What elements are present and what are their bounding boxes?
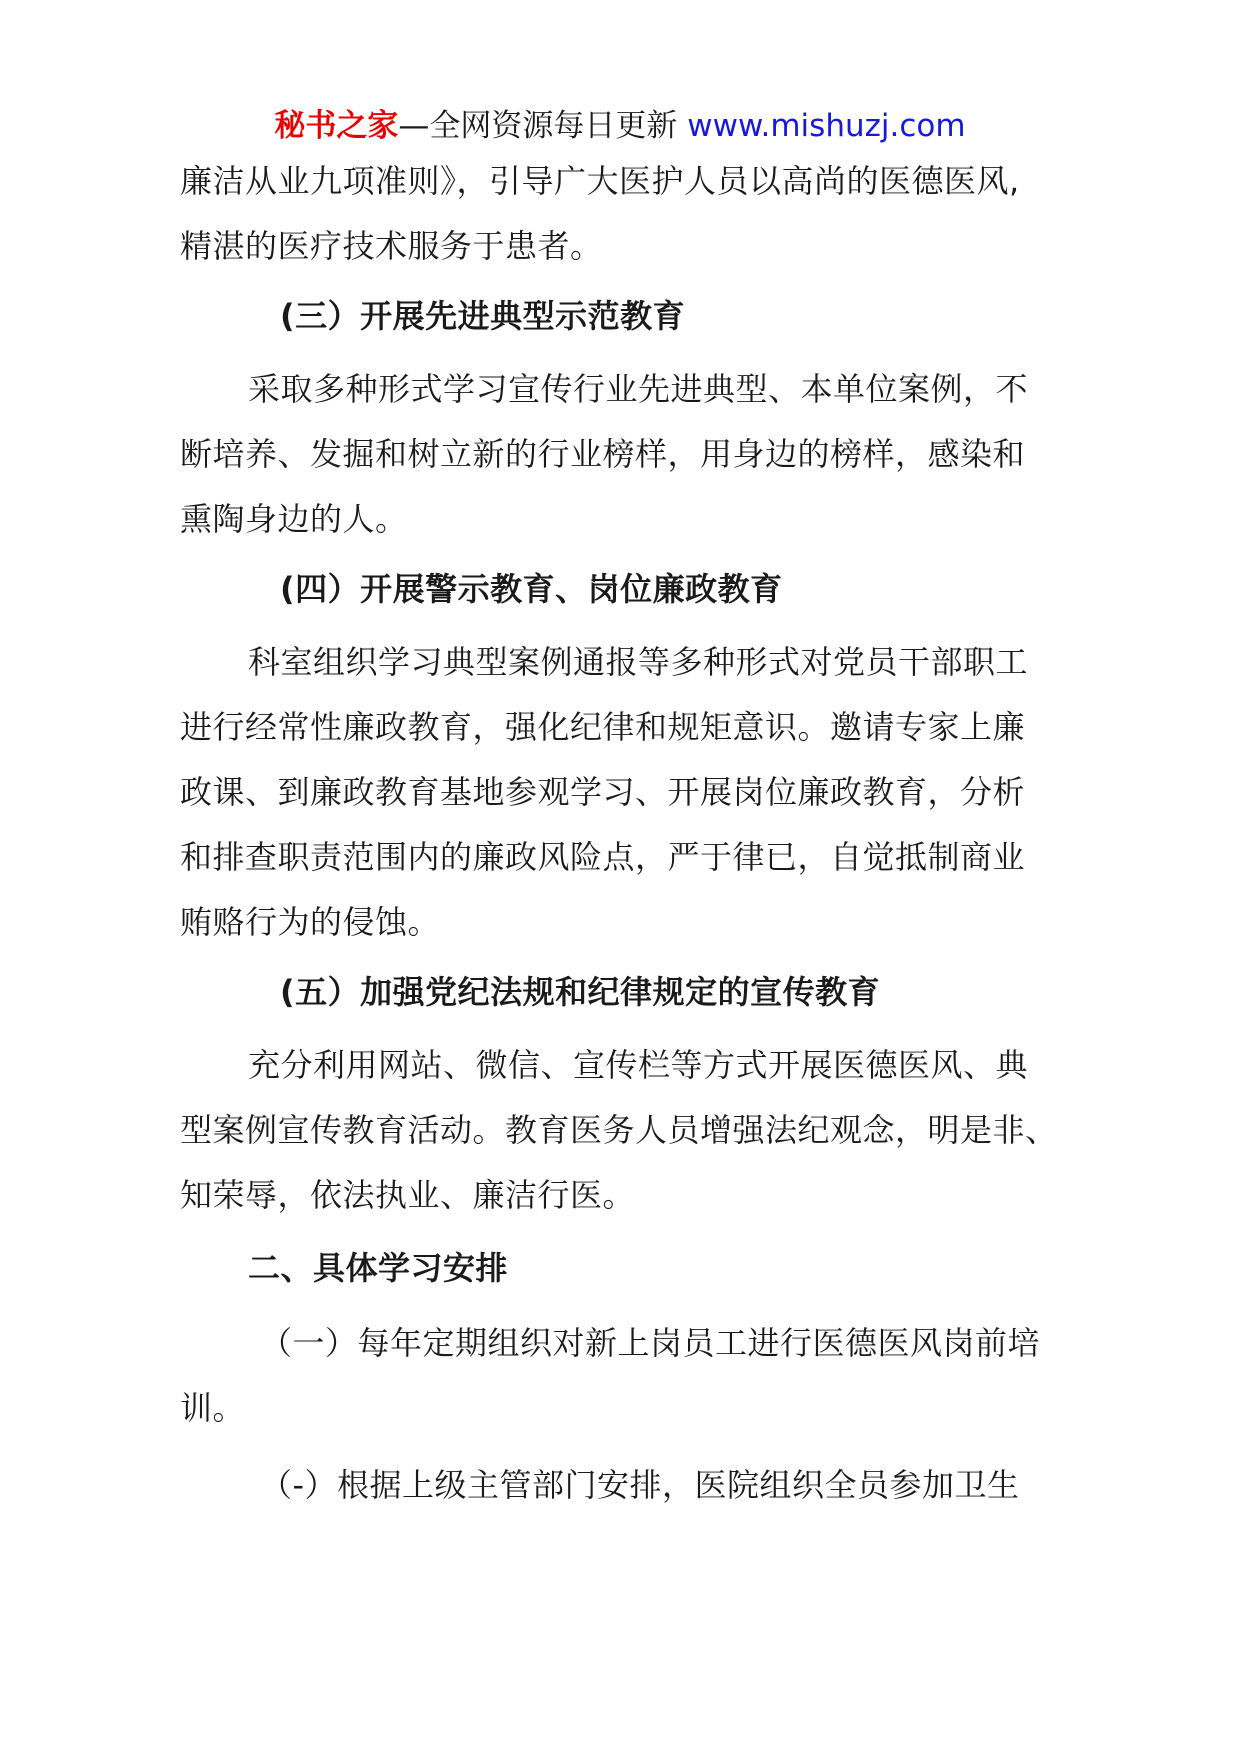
- text-line: 充分利用网站、微信、宣传栏等方式开展医德医风、典: [248, 1046, 1029, 1084]
- text-line: 断培养、发掘和树立新的行业榜样，用身边的榜样，感染和: [180, 435, 1026, 473]
- text-line: （一）每年定期组织对新上岗员工进行医德医风岗前培: [260, 1324, 1041, 1362]
- paragraph-s2-2: [180, 1453, 1080, 1518]
- subheading-3: (三）开展先进典型示范教育: [280, 297, 686, 335]
- text-line: 贿赂行为的侵蚀。: [180, 903, 441, 941]
- text-line: 廉洁从业九项准则》，引导广大医护人员以高尚的医德医风,: [180, 162, 1020, 200]
- paragraph-5: [180, 1033, 1080, 1228]
- paragraph-s2-1: [180, 1311, 1080, 1441]
- text-line: 和排查职责范围内的廉政风险点，严于律已，自觉抵制商业: [180, 838, 1026, 876]
- paragraph-4: [180, 630, 1080, 955]
- text-line: （-）根据上级主管部门安排，医院组织全员参加卫生: [260, 1466, 1020, 1504]
- header-slogan: —全网资源每日更新: [398, 108, 678, 144]
- section-heading-2: 二、具体学习安排: [248, 1249, 509, 1287]
- watermark-header: [0, 104, 1240, 148]
- paragraph-3: [180, 357, 1080, 552]
- header-brand: 秘书之家: [274, 108, 399, 144]
- text-line: 训。: [180, 1389, 246, 1427]
- text-line: 知荣辱，依法执业、廉洁行医。: [180, 1176, 636, 1214]
- text-line: 熏陶身边的人。: [180, 500, 408, 538]
- text-line: 政课、到廉政教育基地参观学习、开展岗位廉政教育，分析: [180, 773, 1026, 811]
- text-line: 型案例宣传教育活动。教育医务人员增强法纪观念，明是非、: [180, 1111, 1058, 1149]
- header-url[interactable]: www.mishuzj.com: [687, 108, 966, 144]
- text-line: 精湛的医疗技术服务于患者。: [180, 227, 603, 265]
- paragraph-continued: [180, 149, 1080, 279]
- subheading-4: (四）开展警示教育、岗位廉政教育: [280, 570, 783, 608]
- text-line: 进行经常性廉政教育，强化纪律和规矩意识。邀请专家上廉: [180, 708, 1026, 746]
- text-line: 采取多种形式学习宣传行业先进典型、本单位案例，不: [248, 370, 1029, 408]
- subheading-5: (五）加强党纪法规和纪律规定的宣传教育: [280, 973, 881, 1011]
- text-line: 科室组织学习典型案例通报等多种形式对党员干部职工: [248, 643, 1029, 681]
- document-body: [180, 149, 1080, 1518]
